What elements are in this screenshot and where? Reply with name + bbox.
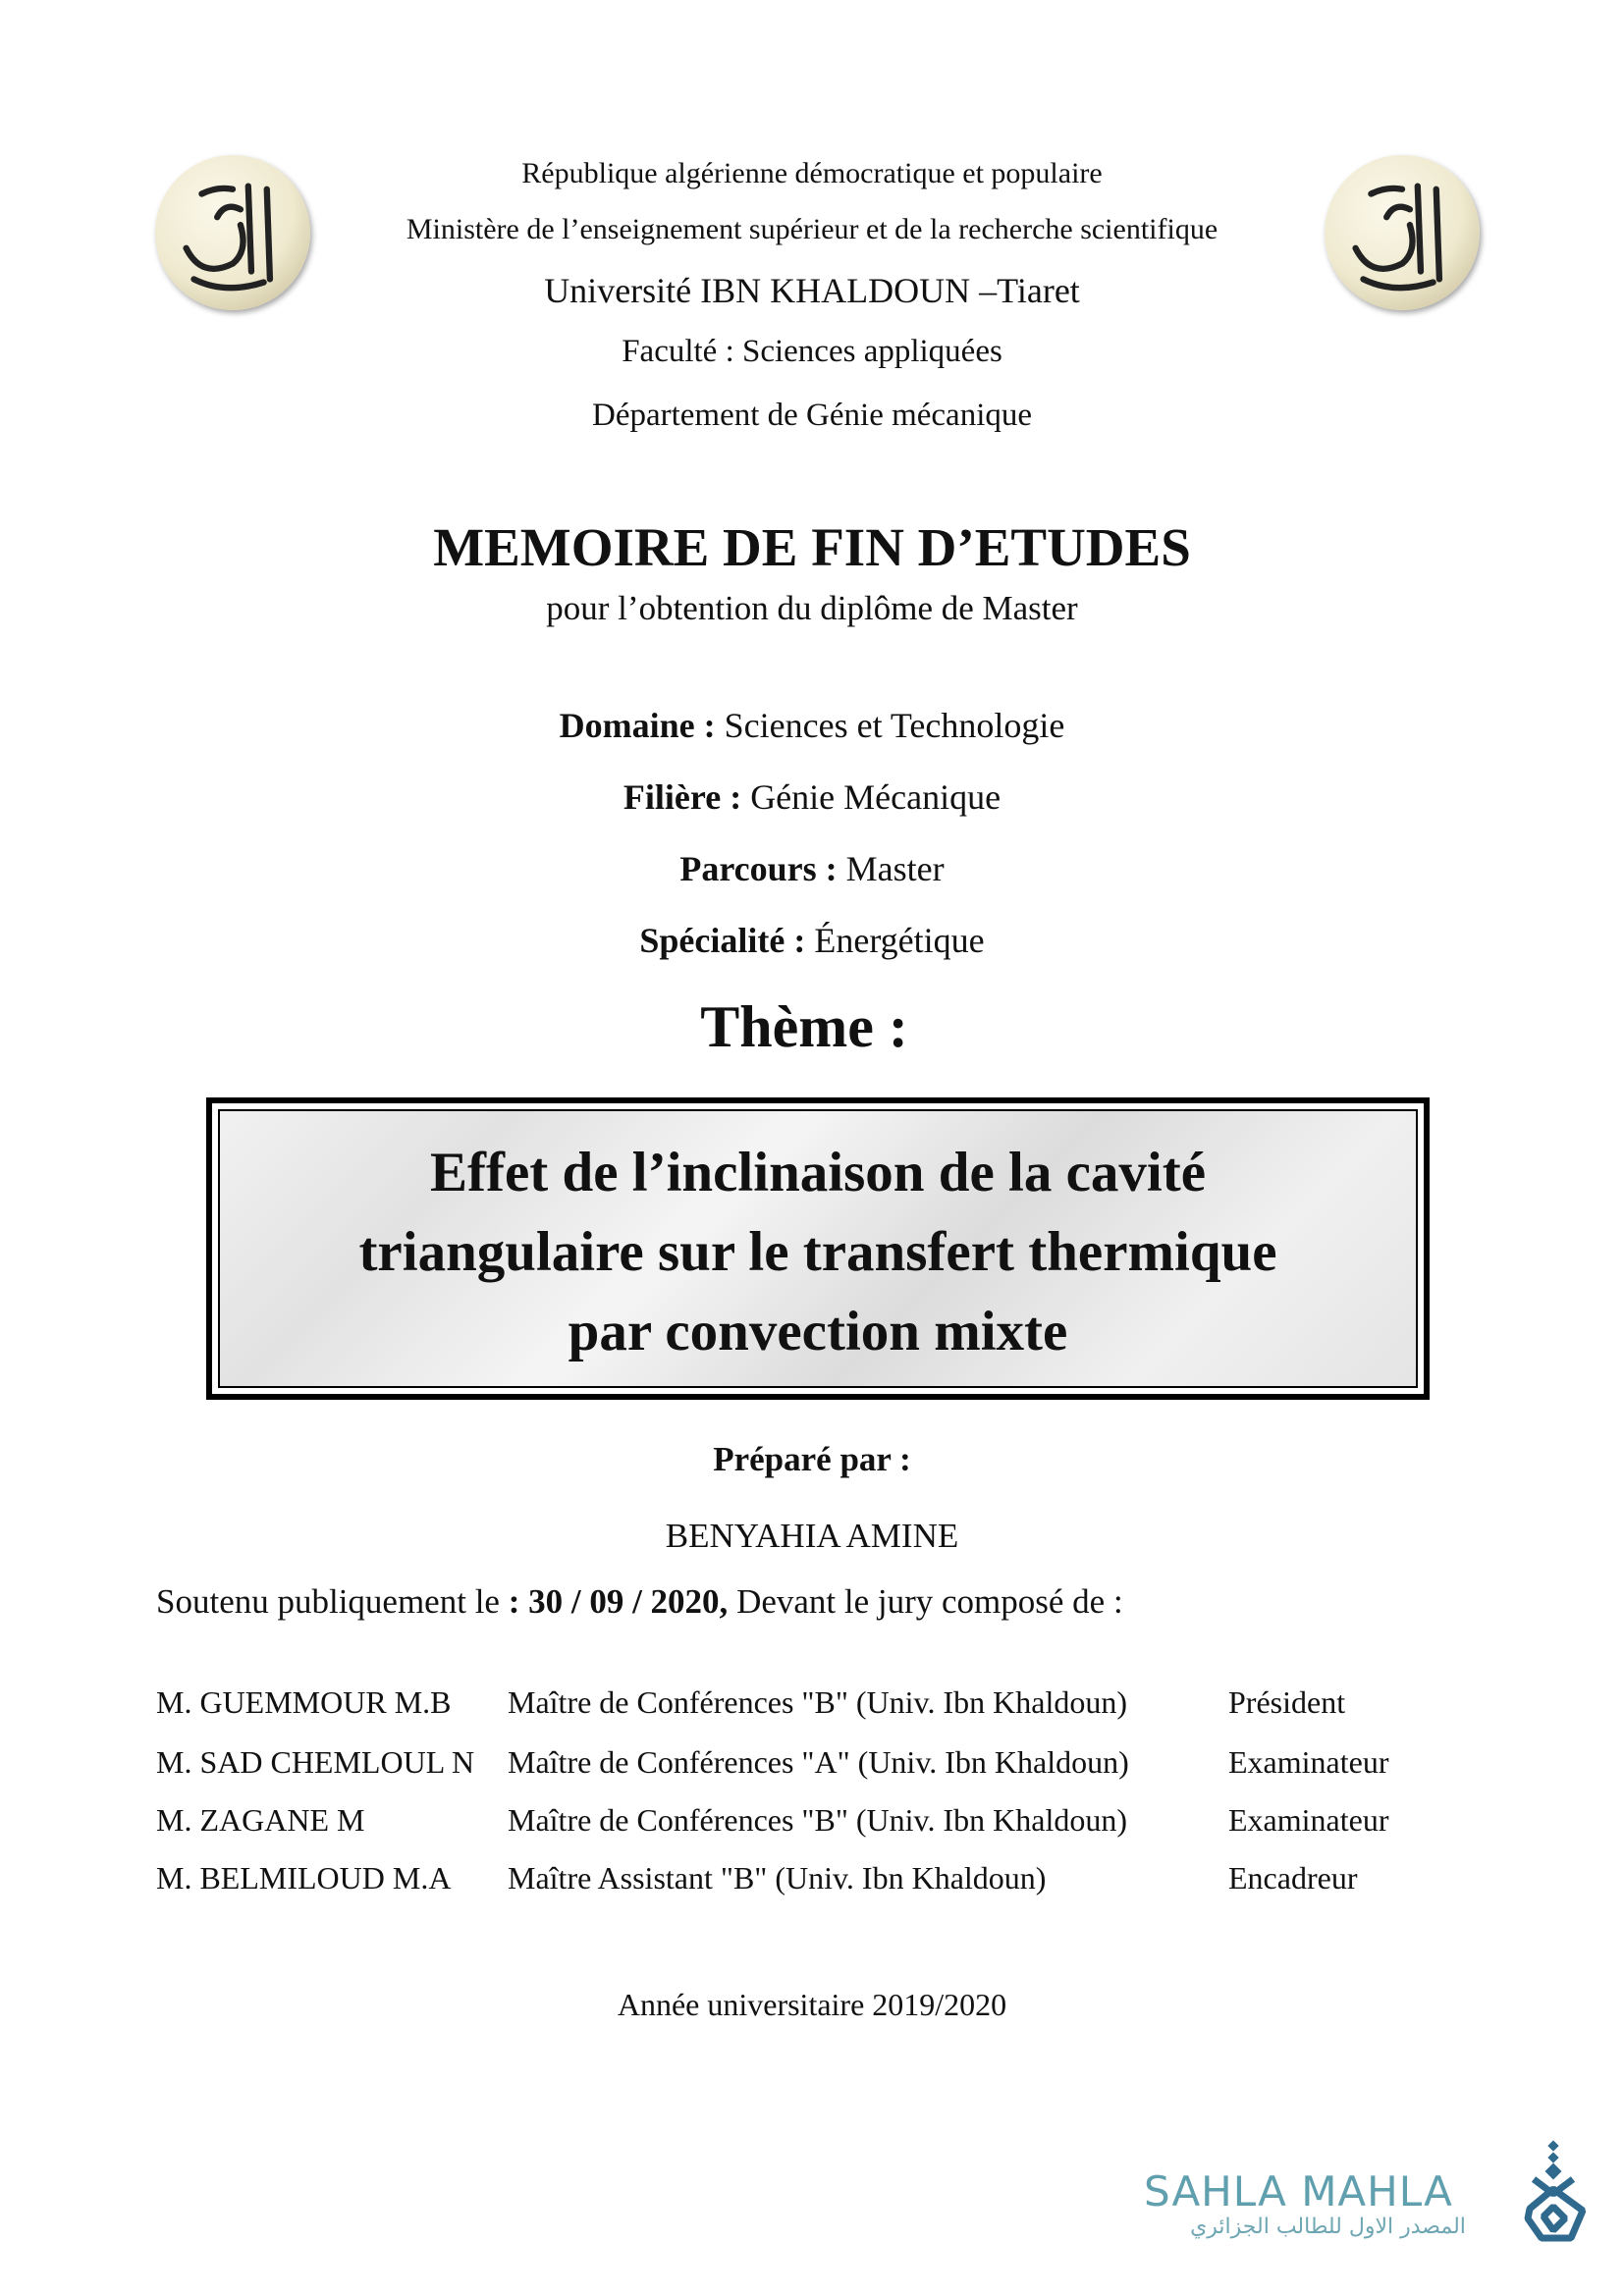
- jury-role: Président: [1228, 1684, 1346, 1720]
- theme-title-line: Effet de l’inclinaison de la cavité: [429, 1142, 1206, 1203]
- jury-title: Maître de Conférences "A" (Univ. Ibn Khaldoun): [508, 1744, 1129, 1780]
- republic-line: République algérienne démocratique et populaire: [521, 157, 1103, 189]
- field-label: Domaine :: [559, 706, 716, 745]
- jury-title: Maître de Conférences "B" (Univ. Ibn Khaldoun): [508, 1684, 1127, 1720]
- jury-role: Examinateur: [1228, 1744, 1389, 1780]
- field-value: Sciences et Technologie: [715, 706, 1065, 745]
- field-label: Parcours :: [679, 849, 838, 888]
- field-specialite: [0, 920, 1624, 961]
- watermark-tagline: المصدر الاول للطالب الجزائري: [1190, 2215, 1466, 2239]
- field-filiere: [0, 776, 1624, 818]
- university-name: Université IBN KHALDOUN –Tiaret: [544, 271, 1080, 310]
- theme-title-line: triangulaire sur le transfert thermique: [358, 1221, 1277, 1283]
- theme-label: Thème :: [700, 994, 908, 1059]
- faculty-name: Faculté : Sciences appliquées: [622, 334, 1002, 369]
- academic-year: Année universitaire 2019/2020: [617, 1987, 1007, 2022]
- field-parcours: [0, 848, 1624, 889]
- watermark-brand: SAHLA MAHLA: [1144, 2167, 1453, 2216]
- jury-role: Examinateur: [1228, 1802, 1389, 1838]
- jury-name: M. GUEMMOUR M.B: [156, 1684, 452, 1720]
- jury-name: M. ZAGANE M: [156, 1802, 365, 1838]
- field-value: Génie Mécanique: [741, 777, 1001, 817]
- jury-role: Encadreur: [1228, 1860, 1358, 1896]
- field-label: Filière :: [623, 777, 742, 817]
- field-domaine: [0, 705, 1624, 746]
- defense-suffix: Devant le jury composé de :: [728, 1582, 1123, 1621]
- document-title: MEMOIRE DE FIN D’ETUDES: [433, 517, 1191, 577]
- prepared-by-label: Préparé par :: [713, 1440, 911, 1478]
- student-name: BENYAHIA AMINE: [665, 1517, 959, 1555]
- field-value: Énergétique: [805, 921, 985, 960]
- jury-name: M. SAD CHEMLOUL N: [156, 1744, 475, 1780]
- theme-title-line: par convection mixte: [568, 1301, 1068, 1362]
- sahla-mahla-watermark: [1144, 2140, 1596, 2248]
- defense-line: [156, 1582, 1123, 1622]
- jury-title: Maître Assistant "B" (Univ. Ibn Khaldoun): [508, 1860, 1047, 1896]
- defense-prefix: Soutenu publiquement le: [156, 1582, 509, 1621]
- department-name: Département de Génie mécanique: [591, 398, 1033, 433]
- field-value: Master: [837, 849, 945, 888]
- jury-title: Maître de Conférences "B" (Univ. Ibn Khaldoun): [508, 1802, 1127, 1838]
- ministry-line: Ministère de l’enseignement supérieur et de la recherche scientifique: [406, 213, 1218, 245]
- theme-box: [206, 1097, 1430, 1400]
- defense-date: : 30 / 09 / 2020,: [508, 1582, 729, 1621]
- jury-name: M. BELMILOUD M.A: [156, 1860, 452, 1896]
- sahla-mahla-logo-icon: [1522, 2140, 1591, 2248]
- field-label: Spécialité :: [639, 921, 806, 960]
- document-subtitle: pour l’obtention du diplôme de Master: [546, 589, 1078, 627]
